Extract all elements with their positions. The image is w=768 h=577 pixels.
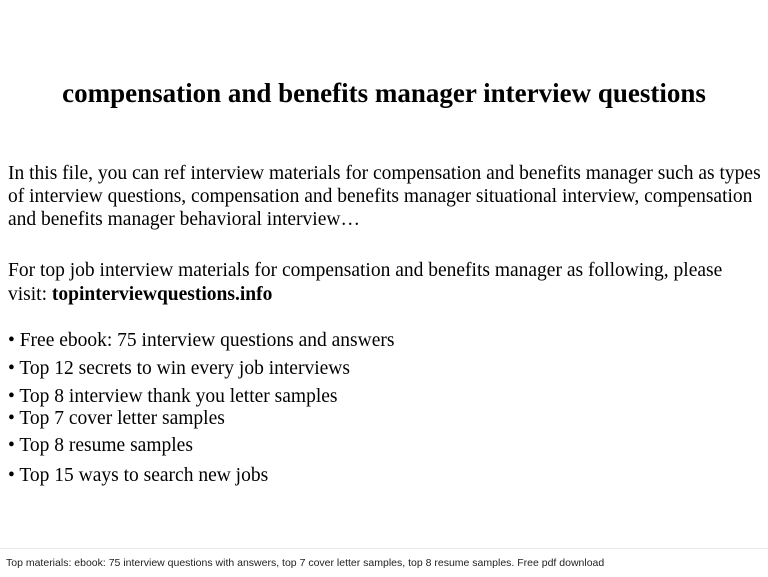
list-item: • Top 7 cover letter samples [8,408,225,429]
intro-paragraph: In this file, you can ref interview materials for compensation and benefits manager such as types of interview questions, compensation and benefits manager situational interview, compensation and benefits manager behavioral interview… [8,163,761,230]
list-item: • Top 12 secrets to win every job interviews [8,358,350,379]
site-link[interactable]: topinterviewquestions.info [51,284,273,305]
visit-paragraph [8,259,764,307]
footer-bar [0,548,768,577]
list-item: • Top 15 ways to search new jobs [8,465,269,486]
list-item: • Free ebook: 75 interview questions and answers [8,330,395,351]
slide-title: compensation and benefits manager interview questions [62,78,706,108]
footer-text: Top materials: ebook: 75 interview questions with answers, top 7 cover letter samples, top 8 resume samples. Free pdf download [6,557,605,569]
list-item: • Top 8 interview thank you letter samples [8,386,338,407]
visit-text: For top job interview materials for compensation and benefits manager as following, please visit: [8,260,723,305]
list-item: • Top 8 resume samples [8,435,193,456]
